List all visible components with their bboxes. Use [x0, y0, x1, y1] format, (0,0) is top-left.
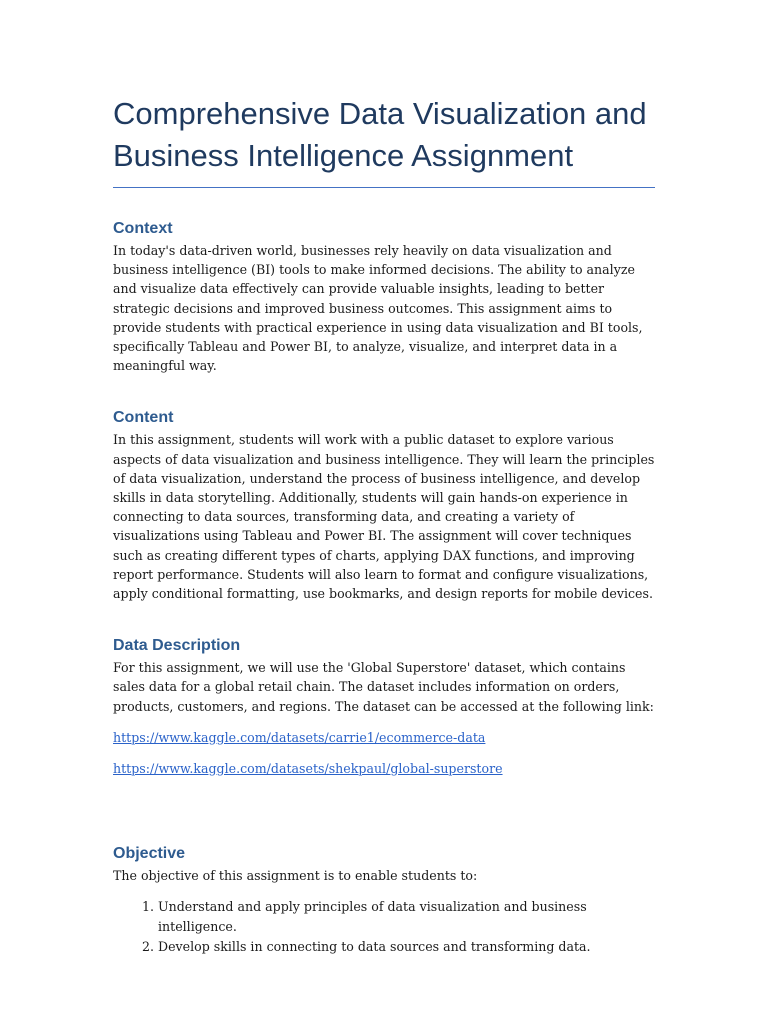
- section-intro-objective: The objective of this assignment is to enable students to:: [113, 868, 478, 884]
- section-heading-context: Context: [113, 220, 173, 237]
- section-heading-data-description: Data Description: [113, 637, 241, 655]
- dataset-link-ecommerce[interactable]: https://www.kaggle.com/datasets/carrie1/ecommerce-data: [113, 729, 486, 745]
- list-item: 2. Develop skills in connecting to data sources and transforming data.: [158, 937, 655, 957]
- section-body-content: In this assignment, students will work with a public dataset to explore various aspects of data visualization and business intelligence. They will learn the principles of data visualization, understand the process of business intelligence, and develop skills in data storytelling. Additionally, students will gain hands-on experience in connecting to data sources, transforming data, and creating a variety of visualizations using Tableau and Power BI. The assignment will cover techniques such as creating different types of charts, applying DAX functions, and improving report performance. Students will also learn to format and configure visualizations, apply conditional formatting, use bookmarks, and design reports for mobile devices.: [113, 432, 655, 602]
- section-body-data-description: For this assignment, we will use the 'Global Superstore' dataset, which contains sales data for a global retail chain. The dataset includes information on orders, products, customers, and regions. The dataset can be accessed at the following link:: [113, 660, 654, 714]
- dataset-link-global-superstore[interactable]: https://www.kaggle.com/datasets/shekpaul/global-superstore: [113, 761, 503, 777]
- document-title: Comprehensive Data Visualization and Business Intelligence Assignment: [113, 96, 647, 173]
- section-body-context: In today's data-driven world, businesses rely heavily on data visualization and business intelligence (BI) tools to make informed decisions. The ability to analyze and visualize data effectively can provide valuable insights, leading to better strategic decisions and improved business outcomes. This assignment aims to provide students with practical experience in using data visualization and BI tools, specifically Tableau and Power BI, to analyze, visualize, and interpret data in a meaningful way.: [113, 243, 643, 374]
- list-item: 1. Understand and apply principles of data visualization and business intelligence.: [158, 897, 655, 937]
- title-divider: [113, 187, 655, 188]
- section-heading-content: Content: [113, 409, 174, 427]
- objective-list: [113, 897, 655, 957]
- section-heading-objective: Objective: [113, 845, 186, 863]
